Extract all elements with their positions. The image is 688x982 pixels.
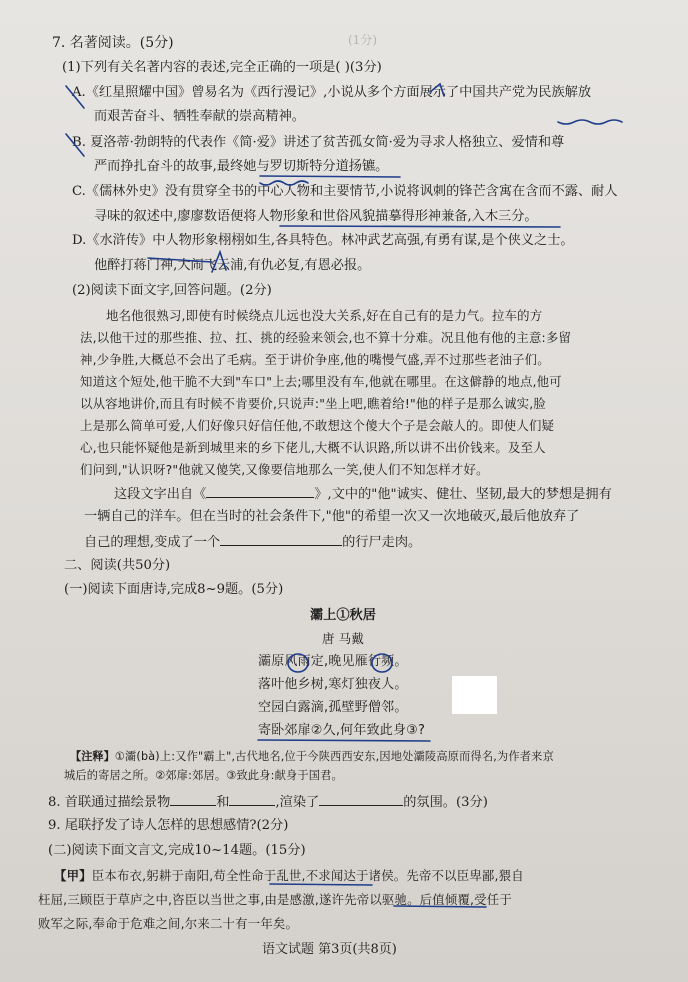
part1-instruction: (一)阅读下面唐诗,完成8~9题。(5分) <box>64 582 284 597</box>
fill-text: 自己的理想,变成了一个 <box>84 535 221 550</box>
q8 <box>48 791 488 813</box>
passage-line: 知道这个短处,他干脆不大到"车口"上去;哪里没有车,他就在哪里。在这僻静的地点,他可 <box>80 374 562 389</box>
q8-text: 的氛围。(3分) <box>403 795 488 810</box>
classical-line2: 枉屈,三顾臣于草庐之中,咨臣以当世之事,由是感激,遂许先帝以驱驰。后值倾覆,受任于 <box>38 892 512 907</box>
poem-author: 唐 马戴 <box>322 631 364 646</box>
classical-text: 臣本布衣,躬耕于南阳,苟全性命于乱世,不求闻达于诸侯。先帝不以臣卑鄙,猥自 <box>91 868 524 883</box>
poem-note-line1 <box>70 746 554 767</box>
q8-blank-3[interactable] <box>319 791 403 806</box>
q8-text: ,渲染了 <box>275 795 320 810</box>
note-text: ①灞(bà)上:又作"霸上",古代地名,位于今陕西西安东,因地处灞陵高原而得名,为作者来京 <box>114 750 554 763</box>
q7-fill-line2: 一辆自己的洋车。但在当时的社会条件下,"他"的希望一次又一次地破灭,最后他放弃了 <box>84 509 580 524</box>
q7-fill-line3 <box>84 531 421 553</box>
poem-line: 灞原风雨定,晚见雁行频。 <box>258 654 408 669</box>
section2-title: 二、阅读(共50分) <box>64 558 171 573</box>
poem-line: 寄卧郊扉②久,何年致此身③? <box>258 723 426 738</box>
poem-line: 落叶他乡树,寒灯独夜人。 <box>258 677 408 692</box>
bleed-through-text: (1分) <box>348 33 377 47</box>
fill-text: 》,文中的"他"诚实、健壮、坚韧,最大的梦想是拥有 <box>314 487 612 502</box>
passage-line: 法,以他干过的那些推、拉、扛、挑的经验来领会,也不算十分难。况且他有他的主意:多留 <box>80 330 572 345</box>
q7-option-d-line1: D.《水浒传》中人物形象栩栩如生,各具特色。林冲武艺高强,有勇有谋,是个侠义之士。 <box>72 233 574 248</box>
q7-option-a-line1: A.《红星照耀中国》曾易名为《西行漫记》,小说从多个方面展示了中国共产党为民族解放 <box>72 85 592 100</box>
q8-blank-1[interactable] <box>170 791 216 806</box>
q7-option-b-line2: 严而挣扎奋斗的故事,最终她与罗切斯特分道扬镳。 <box>94 159 389 174</box>
note-label: 【注释】 <box>70 749 115 763</box>
passage-line: 上是那么简单可爱,人们好像只好信任他,不敢想这个傻大个子是会敲人的。即使人们疑 <box>80 418 555 433</box>
classical-line3: 败军之际,奉命于危难之间,尔来二十有一年矣。 <box>38 916 299 931</box>
passage-line: 们问到,"认识呀?"他就又傻笑,又像要信地那么一笑,使人们不知怎样才好。 <box>80 462 489 477</box>
wavy-underline-a <box>558 120 622 124</box>
q8-text: 和 <box>216 795 230 810</box>
q7-option-c-line2: 寻味的叙述中,廖廖数语便将人物形象和世俗风貌描摹得形神兼备,入木三分。 <box>94 209 538 224</box>
q8-blank-2[interactable] <box>229 791 275 806</box>
passage-line: 神,少争胜,大概总不会出了毛病。至于讲价争座,他的嘴慢气盛,弄不过那些老油子们。 <box>80 352 550 367</box>
redaction-patch <box>452 676 497 714</box>
q8-text: 8. 首联通过描绘景物 <box>48 795 171 810</box>
q7-sub2: (2)阅读下面文字,回答问题。(2分) <box>72 283 272 298</box>
book-title-blank[interactable] <box>206 483 314 498</box>
fill-text: 这段文字出自《 <box>114 487 207 502</box>
q7-option-c-line1: C.《儒林外史》没有贯穿全书的中心人物和主要情节,小说将讽刺的锋芒含寓在含而不露、耐人 <box>72 184 618 199</box>
passage-line: 地名他很熟习,即使有时候绕点儿远也没大关系,好在自己有的是力气。拉车的方 <box>106 308 543 323</box>
poem-note-line2: 城后的寄居之所。②郊扉:郊居。③致此身:献身于国君。 <box>64 769 343 782</box>
q9: 9. 尾联抒发了诗人怎样的思想感情?(2分) <box>48 818 289 833</box>
poem-title: 灞上①秋居 <box>310 608 376 623</box>
q7-option-a-line2: 而艰苦奋斗、牺牲奉献的崇高精神。 <box>94 109 305 124</box>
page-footer: 语文试题 第3页(共8页) <box>262 942 397 957</box>
fill-text: 的行尸走肉。 <box>342 535 422 550</box>
q7-option-d-line2: 他醉打蒋门神,大闹飞云浦,有仇必复,有恩必报。 <box>94 258 371 273</box>
jia-label: 【甲】 <box>54 868 92 883</box>
q7-fill-line1 <box>114 483 612 505</box>
passage-line: 以从容地讲价,而且有时候不肯要价,只说声:"坐上吧,瞧着给!"他的样子是那么诚实,脸 <box>80 396 546 411</box>
q7-sub1: (1)下列有关名著内容的表述,完全正确的一项是( )(3分) <box>62 60 382 75</box>
q7-option-b-line1: B. 夏洛蒂·勃朗特的代表作《简·爱》讲述了贫苦孤女简·爱为寻求人格独立、爱情和尊 <box>72 135 565 150</box>
passage-line: 心,也只能怀疑他是新到城里来的乡下佬儿,大概不认识路,所以讲不出价钱来。及至人 <box>80 440 546 455</box>
q7-title: 7. 名著阅读。(5分) <box>52 35 174 51</box>
classical-line1 <box>54 866 524 886</box>
character-blank[interactable] <box>220 531 342 546</box>
poem-line: 空园白露滴,孤壁野僧邻。 <box>258 700 408 715</box>
part2-instruction: (二)阅读下面文言文,完成10~14题。(15分) <box>48 843 306 858</box>
